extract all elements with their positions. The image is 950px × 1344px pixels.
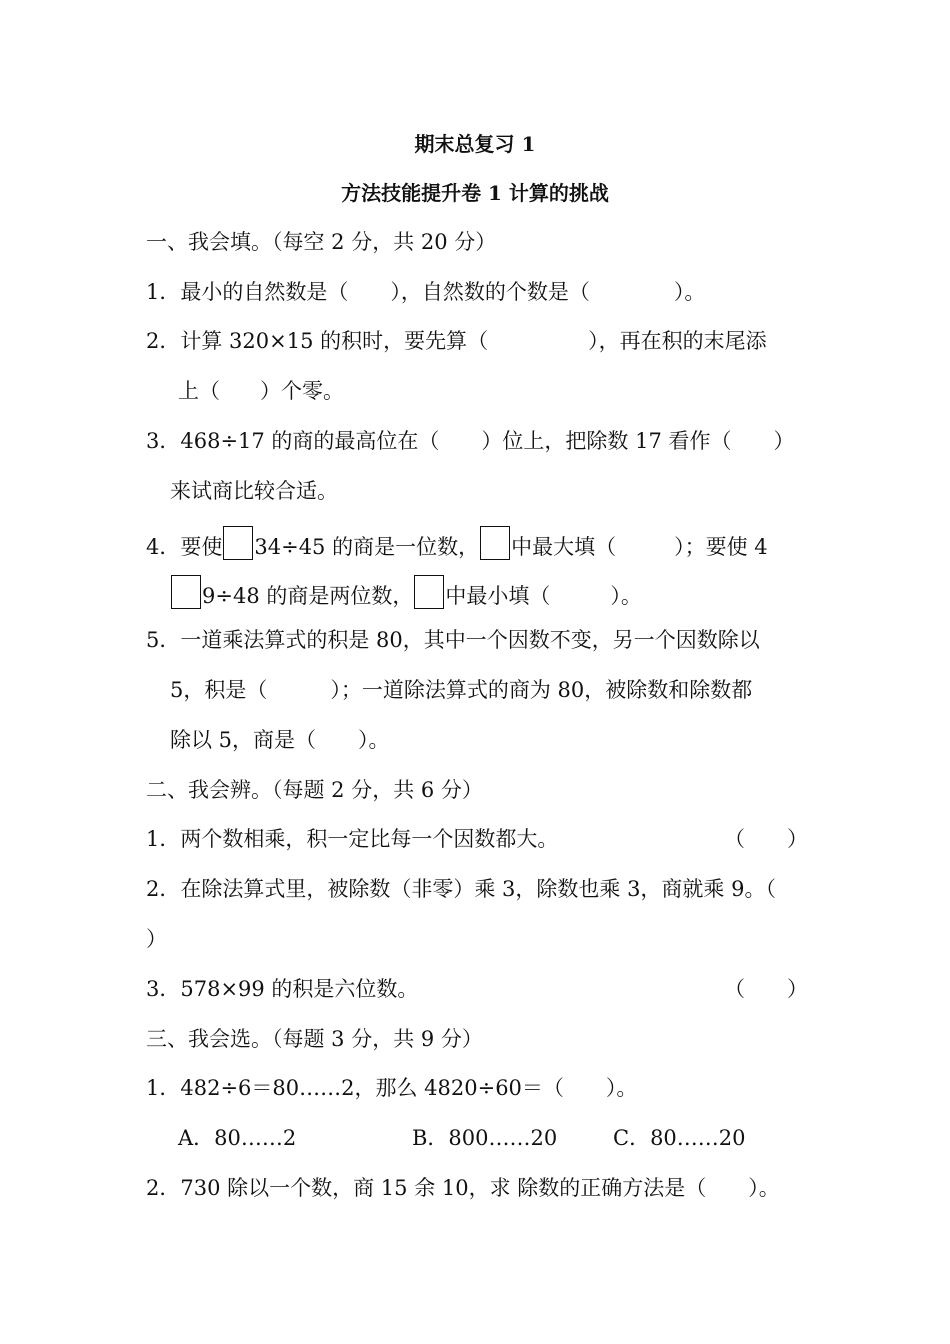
question-1-3: 3．468÷17 的商的最高位在（ ）位上，把除数 17 看作（ ）: [146, 429, 795, 453]
q-text: 34÷45 的商是一位数，: [254, 535, 480, 559]
q-text: 2．计算 320×15 的积时，要先算（: [146, 329, 489, 353]
blank-box: [414, 575, 444, 609]
q-text: ）个零。: [260, 379, 344, 403]
option-c: C．80……20: [613, 1126, 746, 1150]
q-text: 中最小填（: [445, 584, 551, 608]
answer-bracket: （ ）: [724, 827, 808, 851]
answer-bracket: （ ）: [724, 977, 808, 1001]
q-text: ）。: [673, 280, 706, 304]
q-text: ），再在积的末尾添: [588, 329, 767, 353]
q-text: 上（: [178, 379, 220, 403]
q-text: ）。: [610, 584, 642, 608]
question-1-4: [146, 526, 768, 561]
q-text: 9÷48 的商是两位数，: [202, 584, 414, 608]
q-text: ）；要使 4: [674, 535, 768, 559]
question-1-5-cont: 5，积是（ ）；一道除法算式的商为 80，被除数和除数都: [170, 678, 753, 702]
question-2-3: 3．578×99 的积是六位数。: [146, 977, 419, 1001]
section-heading-3: 三、我会选。（每题 3 分，共 9 分）: [146, 1027, 483, 1051]
question-2-2-cont: ）: [146, 927, 167, 951]
question-3-2: 2．730 除以一个数，商 15 余 10，求 除数的正确方法是（ ）。: [146, 1176, 780, 1200]
section-heading-1: 一、我会填。（每空 2 分，共 20 分）: [146, 230, 497, 254]
question-3-1: 1．482÷6＝80……2，那么 4820÷60＝（ ）。: [146, 1076, 638, 1100]
blank-box: [480, 526, 510, 560]
question-1-4-cont: [170, 575, 642, 610]
q-text: 中最大填（: [511, 535, 617, 559]
page-subtitle: 方法技能提升卷 1 计算的挑战: [341, 181, 609, 205]
q-text: 4．要使: [146, 535, 223, 559]
blank-box: [223, 526, 253, 560]
question-1-5-cont: 除以 5，商是（ ）。: [170, 728, 390, 752]
option-a: A．80……2: [178, 1126, 297, 1150]
question-1-1: [146, 278, 705, 306]
question-1-2: [146, 327, 767, 355]
blank-box: [171, 575, 201, 609]
q-text: 1．最小的自然数是（: [146, 280, 349, 304]
question-1-5: 5．一道乘法算式的积是 80，其中一个因数不变，另一个因数除以: [146, 628, 760, 652]
option-b: B．800……20: [412, 1126, 558, 1150]
section-heading-2: 二、我会辨。（每题 2 分，共 6 分）: [146, 778, 483, 802]
question-2-1: 1．两个数相乘，积一定比每一个因数都大。: [146, 827, 559, 851]
question-1-3-cont: 来试商比较合适。: [170, 479, 338, 503]
page-title: 期末总复习 1: [414, 132, 536, 156]
question-2-2: 2．在除法算式里，被除数（非零）乘 3，除数也乘 3，商就乘 9。（: [146, 877, 776, 901]
question-1-2-cont: [178, 377, 344, 405]
q-text: ），自然数的个数是（: [390, 280, 590, 304]
